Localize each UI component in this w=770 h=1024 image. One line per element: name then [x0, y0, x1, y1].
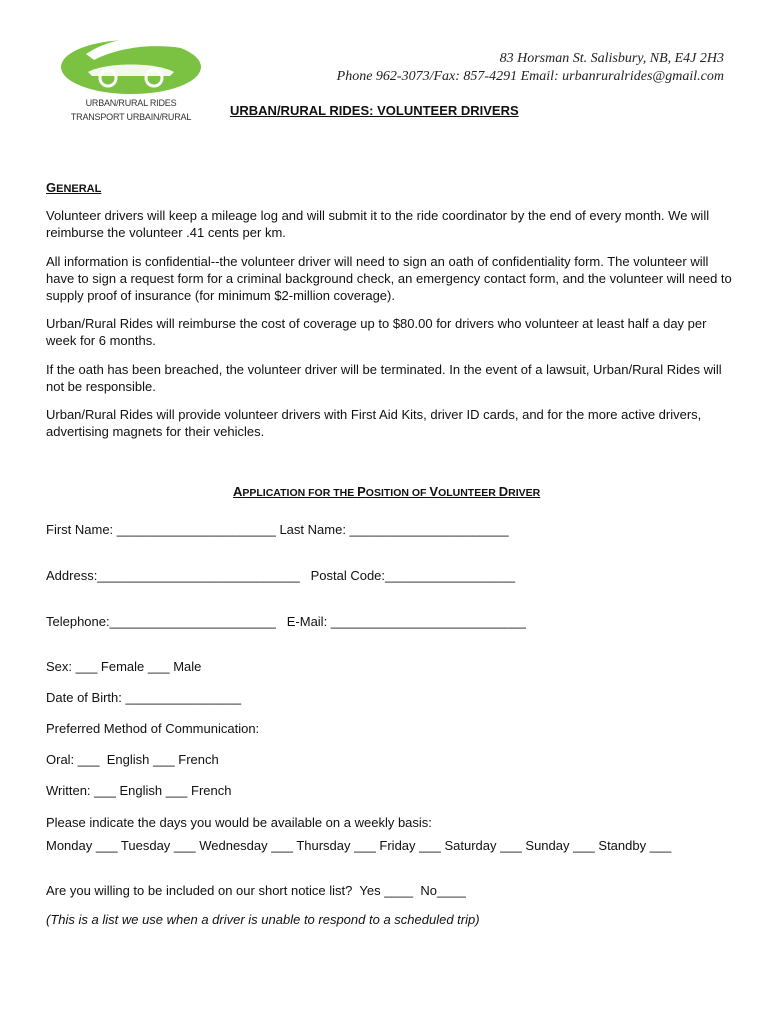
general-paragraph-5: Urban/Rural Rides will provide volunteer drivers with First Aid Kits, driver ID cards, and for the more active drivers, advertising magnets for their vehicles. — [46, 407, 702, 439]
general-paragraph-4: If the oath has been breached, the volunteer driver will be terminated. In the event of a lawsuit, Urban/Rural Rides will not be responsible. — [46, 362, 722, 394]
sex-field-line[interactable]: Sex: ___ Female ___ Male — [46, 659, 202, 674]
heading-cap-p: P — [357, 484, 366, 499]
pref-communication-label: Preferred Method of Communication: — [46, 721, 260, 736]
heading-cap-d: D — [498, 484, 509, 499]
heading-cap-a: A — [233, 484, 243, 499]
dob-field-line[interactable]: Date of Birth: ________________ — [46, 690, 242, 705]
name-field-line[interactable]: First Name: ______________________ Last Name: ______________________ — [46, 522, 509, 537]
days-field-line[interactable]: Monday ___ Tuesday ___ Wednesday ___ Thursday ___ Friday ___ Saturday ___ Sunday ___ Standby ___ — [46, 838, 672, 853]
car-leaf-logo-icon — [46, 34, 216, 96]
logo-text-line2: TRANSPORT URBAIN/RURAL — [70, 112, 192, 122]
oral-field-line[interactable]: Oral: ___ English ___ French — [46, 752, 219, 767]
written-field-line[interactable]: Written: ___ English ___ French — [46, 783, 232, 798]
general-heading-cap: G — [46, 180, 57, 195]
logo-text-line1: URBAN/RURAL RIDES — [85, 98, 177, 108]
heading-part-2: OSITION OF — [365, 487, 430, 499]
short-notice-field-line[interactable]: Are you willing to be included on our short notice list? Yes ____ No____ — [46, 883, 466, 898]
general-paragraph-3: Urban/Rural Rides will reimburse the cost of coverage up to $80.00 for drivers who volunteer at least half a day per week for 6 months. — [46, 316, 707, 348]
general-heading — [46, 180, 101, 195]
logo — [46, 34, 216, 134]
general-heading-rest: ENERAL — [56, 183, 102, 195]
heading-part-4: RIVER — [508, 487, 541, 499]
header-contact-block — [337, 50, 724, 86]
heading-part-3: OLUNTEER — [438, 487, 499, 499]
heading-cap-v: V — [429, 484, 439, 499]
general-paragraph-1: Volunteer drivers will keep a mileage log and will submit it to the ride coordinator by the end of every month. We will reimburse the volunteer .41 cents per km. — [46, 208, 710, 240]
address-field-line[interactable]: Address:____________________________ Postal Code:__________________ — [46, 568, 516, 583]
application-heading — [233, 484, 540, 499]
heading-part-1: PPLICATION FOR THE — [242, 487, 358, 499]
days-prompt: Please indicate the days you would be available on a weekly basis: — [46, 815, 432, 830]
general-paragraph-2: All information is confidential--the volunteer driver will need to sign an oath of confidentiality form. The volunteer will have to sign a request form for a criminal background check, an emergency contact form, and the volunteer will need to supply proof of insurance (for minimum $2-million coverage). — [46, 254, 732, 303]
header-address: 83 Horsman St. Salisbury, NB, E4J 2H3 — [499, 51, 724, 66]
short-notice-note: (This is a list we use when a driver is unable to respond to a scheduled trip) — [46, 912, 480, 927]
document-title: URBAN/RURAL RIDES: VOLUNTEER DRIVERS — [230, 103, 519, 118]
telephone-field-line[interactable]: Telephone:_______________________ E-Mail: ___________________________ — [46, 614, 527, 629]
header-phone-email: Phone 962-3073/Fax: 857-4291 Email: urbanruralrides@gmail.com — [336, 69, 724, 84]
